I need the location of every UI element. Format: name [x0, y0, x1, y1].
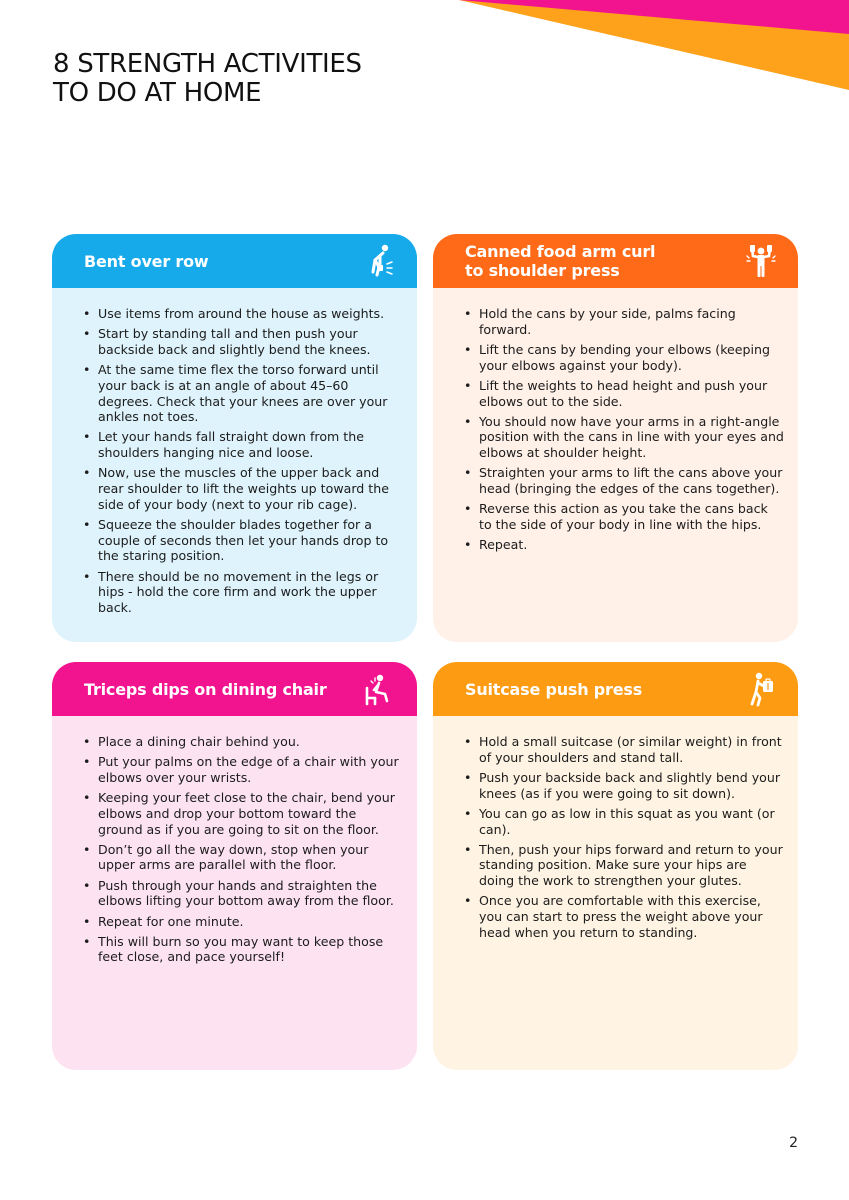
instruction-list: [433, 288, 798, 553]
card-canned-food-arm-curl: [433, 234, 798, 642]
list-item: • Now, use the muscles of the upper back and rear shoulder to lift the weights up toward the side of your body (next to your rib cage).: [98, 465, 403, 512]
list-item: • Keeping your feet close to the chair, bend your elbows and drop your bottom toward the ground as if you are going to sit on the floor.: [98, 790, 403, 837]
list-item: • Repeat.: [479, 537, 784, 553]
list-item: • This will burn so you may want to keep those feet close, and pace yourself!: [98, 934, 403, 965]
card-bent-over-row: [52, 234, 417, 642]
list-item: • Put your palms on the edge of a chair with your elbows over your wrists.: [98, 754, 403, 785]
instruction-list: [52, 288, 417, 616]
chair-dips-icon: [361, 670, 395, 708]
list-item: • Push your backside back and slightly bend your knees (as if you were going to sit down).: [479, 770, 784, 801]
list-item: • Reverse this action as you take the cans back to the side of your body in line with the hips.: [479, 501, 784, 532]
bent-over-row-icon: [365, 242, 395, 280]
page-title-line-2: TO DO AT HOME: [53, 78, 262, 108]
instruction-list: [433, 716, 798, 940]
list-item: • Lift the weights to head height and push your elbows out to the side.: [479, 378, 784, 409]
list-item: • Hold the cans by your side, palms facing forward.: [479, 306, 784, 337]
list-item: • Use items from around the house as weights.: [98, 306, 403, 322]
list-item: • Squeeze the shoulder blades together for a couple of seconds then let your hands drop to the staring position.: [98, 517, 403, 564]
list-item: • Push through your hands and straighten the elbows lifting your bottom away from the floor.: [98, 878, 403, 909]
list-item: • You should now have your arms in a right-angle position with the cans in line with your eyes and elbows at shoulder height.: [479, 414, 784, 461]
card-title: Triceps dips on dining chair: [84, 679, 327, 699]
decorative-corner-stripes: [429, 0, 849, 90]
list-item: • Hold a small suitcase (or similar weight) in front of your shoulders and stand tall.: [479, 734, 784, 765]
card-suitcase-push-press: [433, 662, 798, 1070]
page-title-line-1: 8 STRENGTH ACTIVITIES: [53, 49, 362, 79]
page-title: [53, 50, 362, 108]
list-item: • Straighten your arms to lift the cans above your head (bringing the edges of the cans together).: [479, 465, 784, 496]
card-title: Suitcase push press: [465, 679, 643, 699]
list-item: • You can go as low in this squat as you want (or can).: [479, 806, 784, 837]
card-header: [52, 662, 417, 716]
list-item: • At the same time flex the torso forward until your back is at an angle of about 45–60 degrees. Check that your knees are over your ankles not toes.: [98, 362, 403, 425]
suitcase-press-icon: [746, 670, 776, 708]
list-item: • Let your hands fall straight down from the shoulders hanging nice and loose.: [98, 429, 403, 460]
card-triceps-dips: [52, 662, 417, 1070]
arm-curl-icon: [746, 242, 776, 280]
list-item: • Don’t go all the way down, stop when your upper arms are parallel with the floor.: [98, 842, 403, 873]
list-item: • Lift the cans by bending your elbows (keeping your elbows against your body).: [479, 342, 784, 373]
instruction-list: [52, 716, 417, 965]
page-number: 2: [789, 1135, 798, 1151]
list-item: • Place a dining chair behind you.: [98, 734, 403, 750]
list-item: • Once you are comfortable with this exercise, you can start to press the weight above your head when you return to standing.: [479, 893, 784, 940]
card-header: [52, 234, 417, 288]
card-header: [433, 234, 798, 288]
list-item: • Then, push your hips forward and return to your standing position. Make sure your hips are doing the work to strengthen your glutes.: [479, 842, 784, 889]
card-header: [433, 662, 798, 716]
list-item: • Repeat for one minute.: [98, 914, 403, 930]
list-item: • Start by standing tall and then push your backside back and slightly bend the knees.: [98, 326, 403, 357]
card-title: Canned food arm curl to shoulder press: [465, 242, 656, 280]
list-item: • There should be no movement in the legs or hips - hold the core firm and work the upper back.: [98, 569, 403, 616]
card-title: Bent over row: [84, 251, 209, 271]
